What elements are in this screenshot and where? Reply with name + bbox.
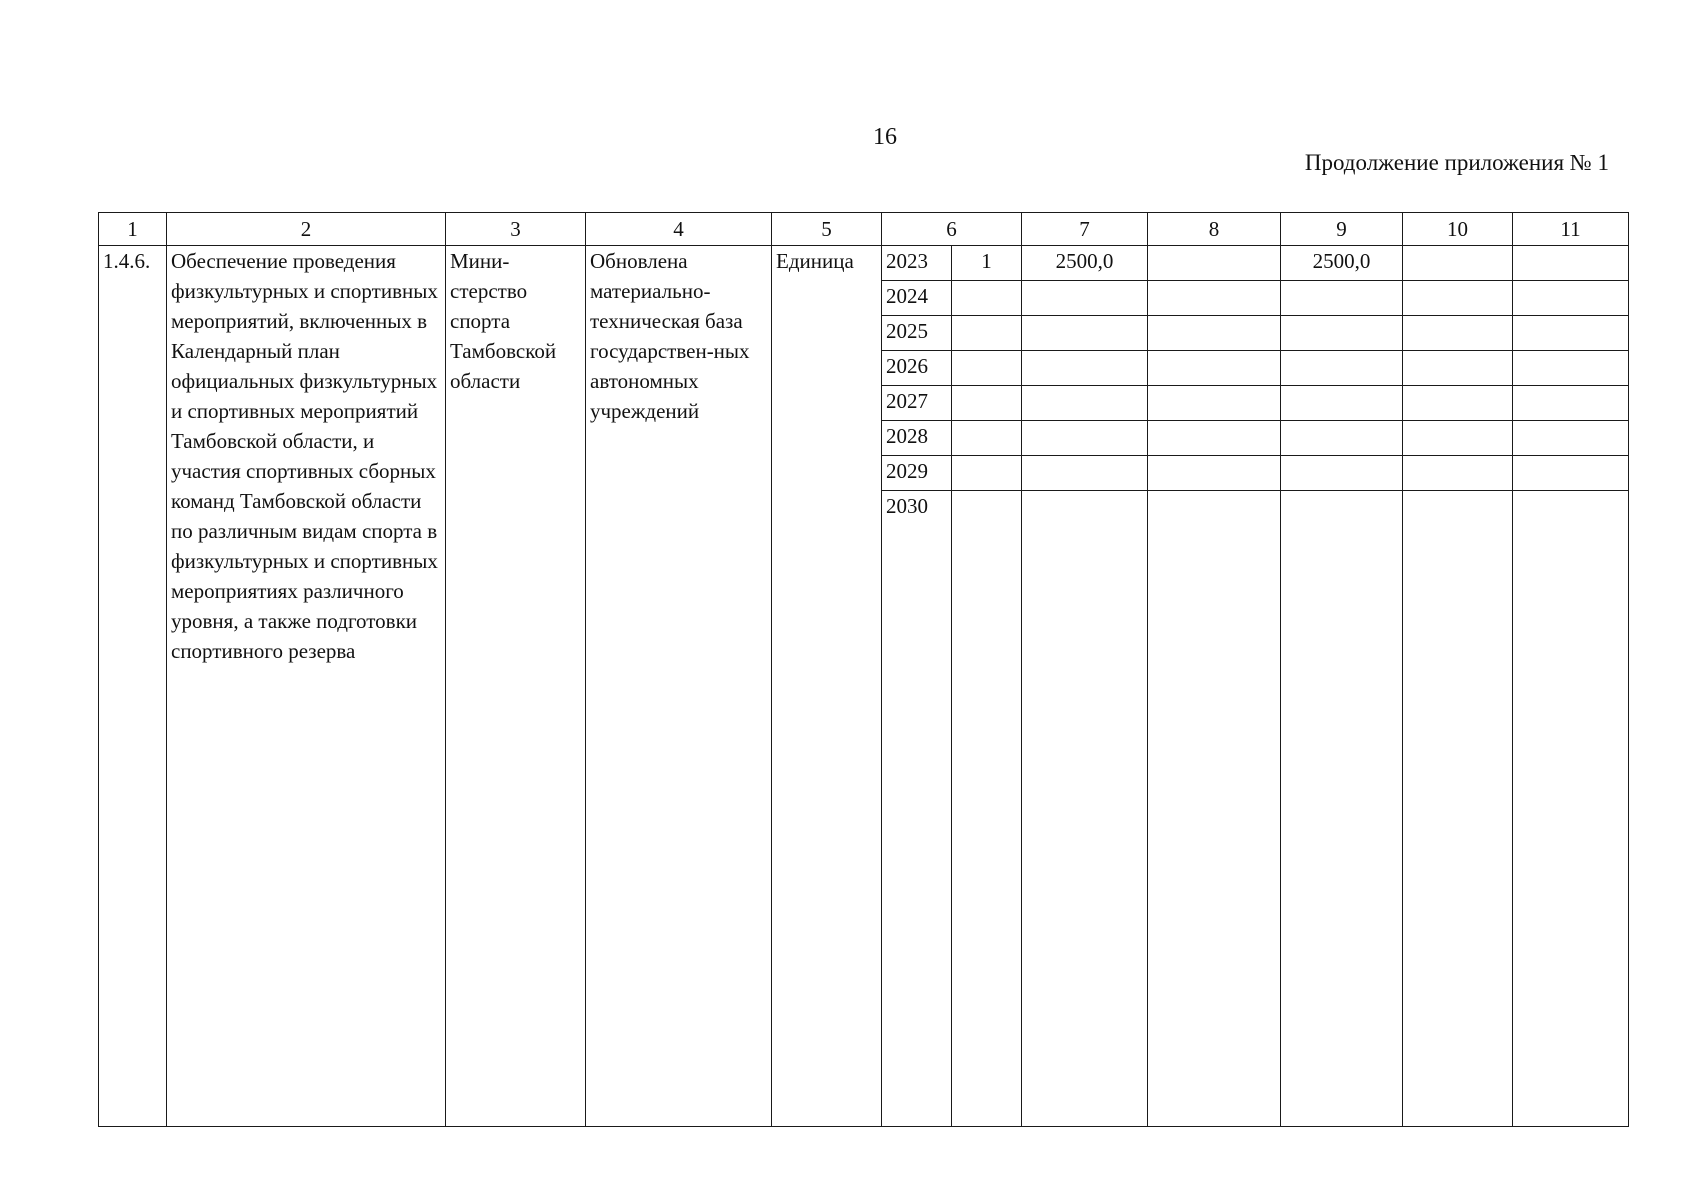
col9-value-cell <box>1281 491 1403 1127</box>
count-cell <box>952 281 1022 316</box>
col8-value-cell <box>1148 351 1281 386</box>
col11-value-cell <box>1513 281 1629 316</box>
column-header-1: 1 <box>99 213 167 246</box>
event-description-cell: Обеспечение проведения физкультурных и спортивных мероприятий, включенных в Календарный план официальных физкультурных и спортивных мероприятий Тамбовской области, и участия спортивных сборных команд Тамбовской области по различным видам спорта в физкультурных и спортивных мероприятиях различного уровня, а также подготовки спортивного резерва <box>167 246 446 1127</box>
column-header-6: 6 <box>882 213 1022 246</box>
col9-value-cell <box>1281 421 1403 456</box>
col7-value-cell <box>1022 281 1148 316</box>
column-header-9: 9 <box>1281 213 1403 246</box>
year-cell: 2028 <box>882 421 952 456</box>
col8-value-cell <box>1148 386 1281 421</box>
col9-value-cell: 2500,0 <box>1281 246 1403 281</box>
col9-value-cell <box>1281 316 1403 351</box>
col11-value-cell <box>1513 316 1629 351</box>
column-header-8: 8 <box>1148 213 1281 246</box>
executor-cell: Мини-стерство спорта Тамбовской области <box>446 246 586 1127</box>
col10-value-cell <box>1403 386 1513 421</box>
program-table <box>98 212 1629 1127</box>
table-row-2023 <box>99 246 1629 281</box>
col10-value-cell <box>1403 351 1513 386</box>
col11-value-cell <box>1513 386 1629 421</box>
row-number-cell: 1.4.6. <box>99 246 167 1127</box>
col9-value-cell <box>1281 281 1403 316</box>
year-cell: 2029 <box>882 456 952 491</box>
year-cell: 2027 <box>882 386 952 421</box>
col11-value-cell <box>1513 246 1629 281</box>
column-header-4: 4 <box>586 213 772 246</box>
col10-value-cell <box>1403 421 1513 456</box>
col10-value-cell <box>1403 316 1513 351</box>
column-header-5: 5 <box>772 213 882 246</box>
col7-value-cell <box>1022 491 1148 1127</box>
col11-value-cell <box>1513 421 1629 456</box>
col8-value-cell <box>1148 246 1281 281</box>
col10-value-cell <box>1403 456 1513 491</box>
col7-value-cell <box>1022 316 1148 351</box>
year-cell: 2024 <box>882 281 952 316</box>
count-cell <box>952 316 1022 351</box>
column-header-2: 2 <box>167 213 446 246</box>
col9-value-cell <box>1281 351 1403 386</box>
count-cell <box>952 456 1022 491</box>
column-number-header-row <box>99 213 1629 246</box>
count-cell <box>952 491 1022 1127</box>
count-cell: 1 <box>952 246 1022 281</box>
col7-value-cell <box>1022 351 1148 386</box>
col10-value-cell <box>1403 246 1513 281</box>
col8-value-cell <box>1148 281 1281 316</box>
col10-value-cell <box>1403 281 1513 316</box>
col7-value-cell: 2500,0 <box>1022 246 1148 281</box>
col7-value-cell <box>1022 386 1148 421</box>
page-number: 16 <box>873 124 897 150</box>
column-header-3: 3 <box>446 213 586 246</box>
col10-value-cell <box>1403 491 1513 1127</box>
unit-cell: Единица <box>772 246 882 1127</box>
column-header-7: 7 <box>1022 213 1148 246</box>
col8-value-cell <box>1148 421 1281 456</box>
year-cell: 2023 <box>882 246 952 281</box>
count-cell <box>952 386 1022 421</box>
col11-value-cell <box>1513 456 1629 491</box>
col7-value-cell <box>1022 456 1148 491</box>
col11-value-cell <box>1513 491 1629 1127</box>
result-cell: Обновлена материально-техническая база государствен-ных автономных учреждений <box>586 246 772 1127</box>
count-cell <box>952 421 1022 456</box>
col11-value-cell <box>1513 351 1629 386</box>
col9-value-cell <box>1281 456 1403 491</box>
count-cell <box>952 351 1022 386</box>
year-cell: 2030 <box>882 491 952 1127</box>
col8-value-cell <box>1148 316 1281 351</box>
col8-value-cell <box>1148 491 1281 1127</box>
col9-value-cell <box>1281 386 1403 421</box>
year-cell: 2025 <box>882 316 952 351</box>
appendix-continuation-label: Продолжение приложения № 1 <box>1304 150 1609 175</box>
column-header-11: 11 <box>1513 213 1629 246</box>
col8-value-cell <box>1148 456 1281 491</box>
column-header-10: 10 <box>1403 213 1513 246</box>
col7-value-cell <box>1022 421 1148 456</box>
year-cell: 2026 <box>882 351 952 386</box>
